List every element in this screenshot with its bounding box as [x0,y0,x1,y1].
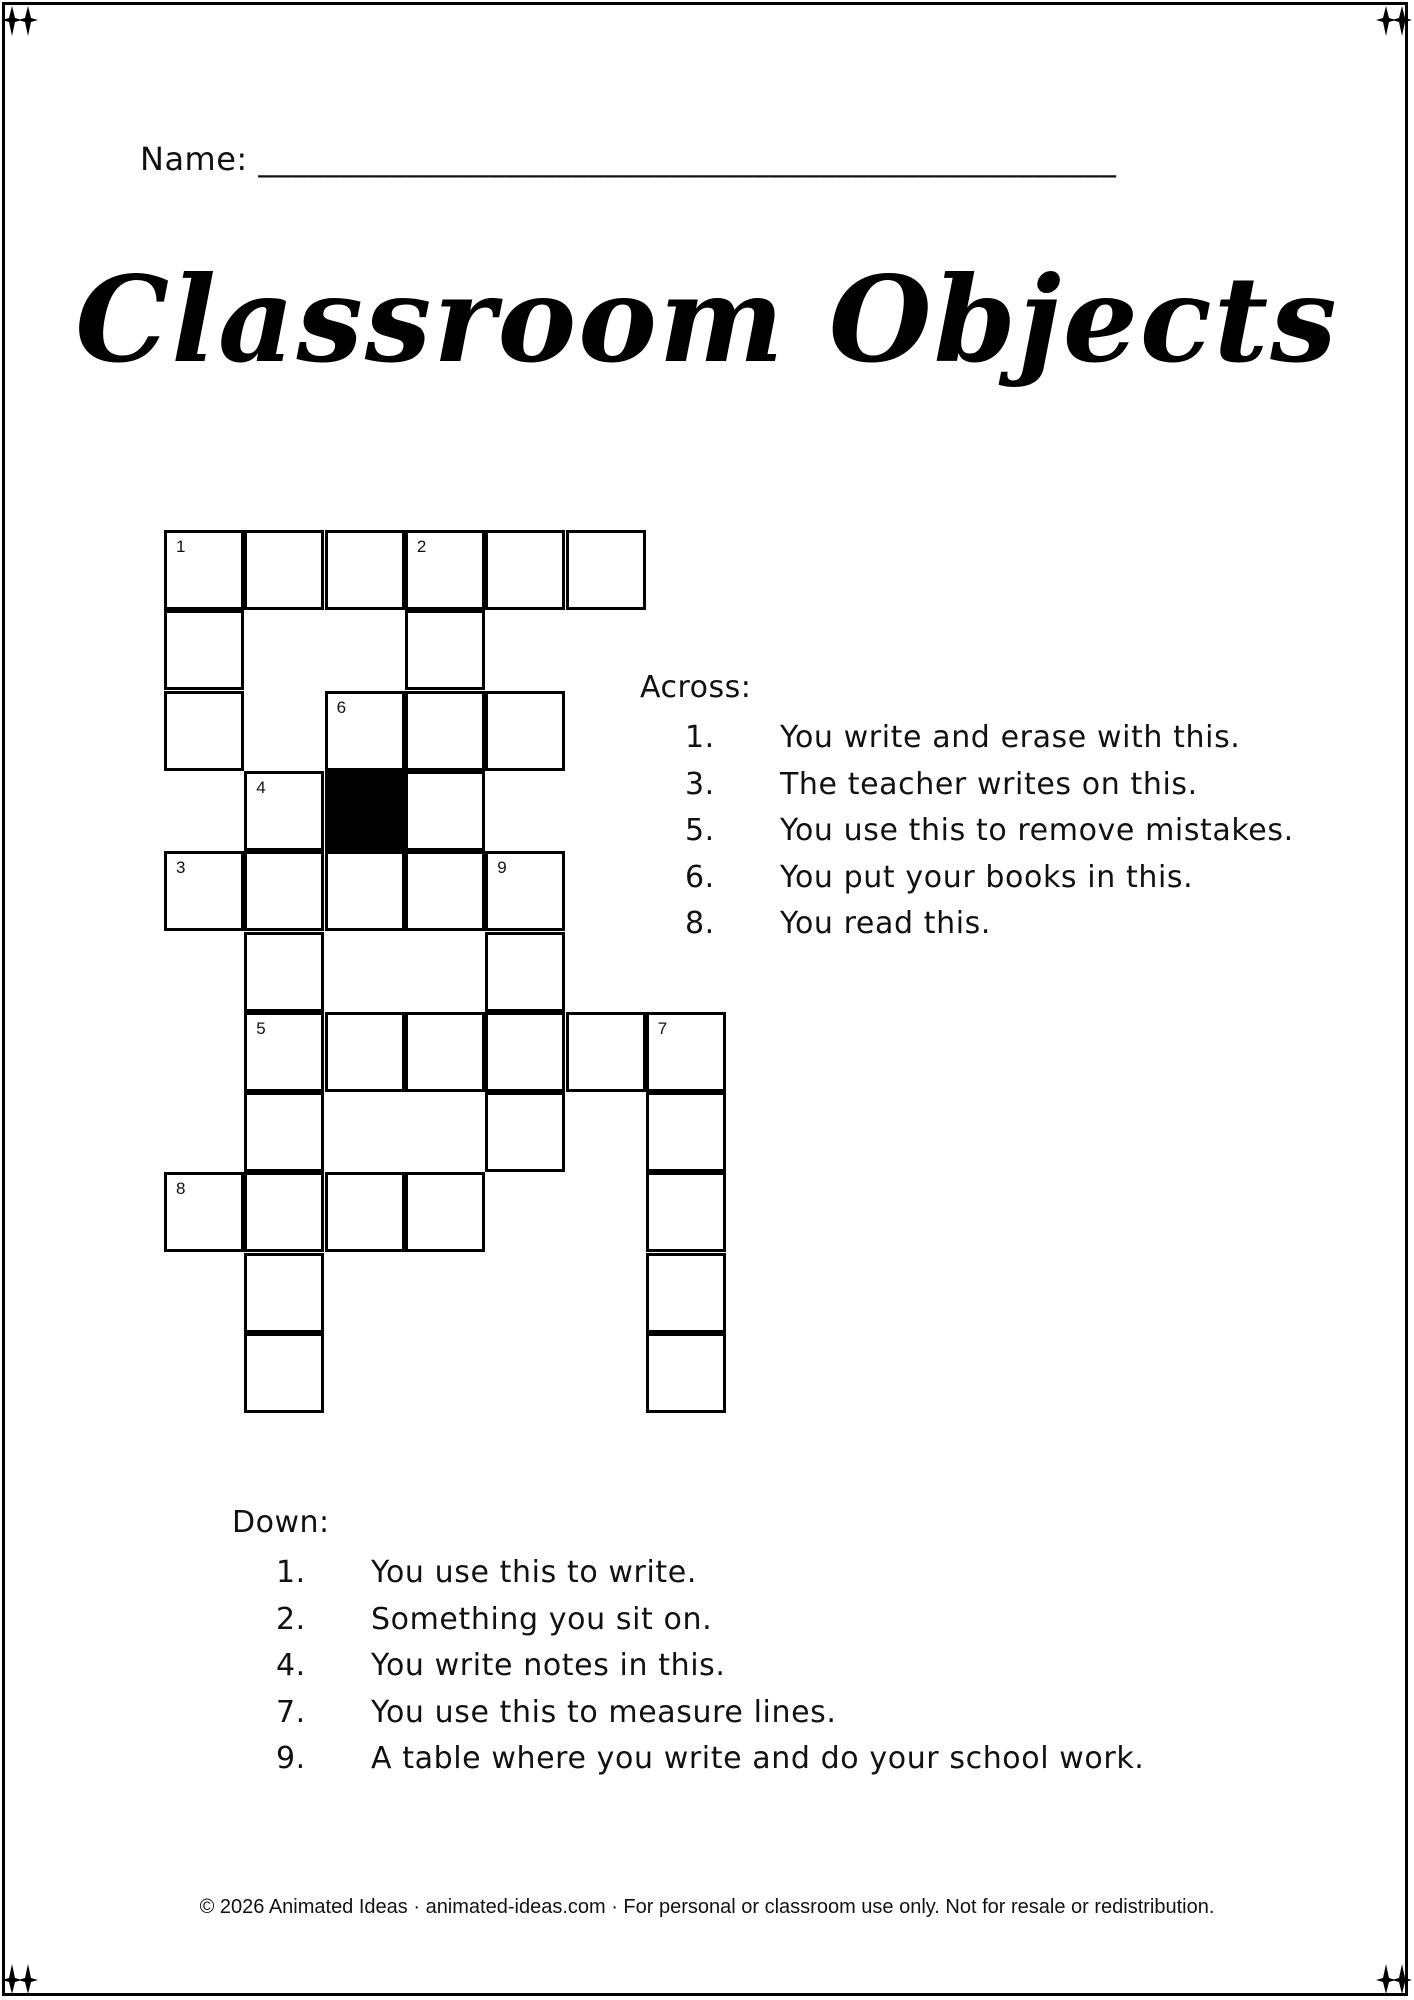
grid-cell[interactable] [566,530,646,610]
list-item [685,715,1294,762]
grid-cell[interactable] [405,691,485,771]
grid-cell[interactable] [244,851,324,931]
cell-number: 8 [176,1179,186,1199]
clue-text: Something you sit on. [371,1601,713,1637]
grid-cell[interactable] [405,1172,485,1252]
down-clue-list [276,1550,1144,1783]
black-cell [325,771,405,851]
clue-number: 6. [685,859,715,895]
grid-cell[interactable] [244,1253,324,1333]
clue-number: 9. [276,1741,306,1776]
clue-text: You put your books in this. [780,859,1194,895]
grid-cell[interactable] [164,691,244,771]
grid-cell[interactable] [244,530,324,610]
grid-cell[interactable] [405,851,485,931]
grid-cell[interactable] [485,530,565,610]
list-item [276,1690,1144,1737]
down-heading: Down: [232,1505,330,1540]
corner-star-icon [1372,2,1412,42]
clue-text: A table where you write and do your school work. [371,1741,1145,1776]
grid-cell[interactable] [646,1092,726,1172]
corner-star-icon [2,1958,42,1998]
across-heading: Across: [640,670,752,705]
grid-cell[interactable] [485,932,565,1012]
cell-number: 7 [657,1018,668,1038]
grid-cell[interactable] [325,1012,405,1092]
clue-text: The teacher writes on this. [780,766,1198,802]
copyright-footer: © 2026 Animated Ideas · animated-ideas.com · For personal or classroom use only. Not for resale or redistribution. [199,1896,1215,1918]
grid-cell[interactable] [164,1172,244,1252]
list-item [685,762,1294,809]
grid-cell[interactable] [244,932,324,1012]
cell-number: 3 [176,858,186,878]
grid-cell[interactable] [325,1172,405,1252]
grid-cell[interactable] [646,1012,726,1092]
name-field-label: Name: ____________________________________________________ [140,140,1117,178]
grid-cell[interactable] [646,1333,726,1413]
clue-number: 3. [685,766,715,802]
grid-cell[interactable] [325,851,405,931]
grid-cell[interactable] [405,771,485,851]
list-item [276,1597,1144,1644]
grid-cell[interactable] [325,691,405,771]
list-item [276,1736,1144,1783]
cell-number: 1 [176,537,186,556]
clue-text: You use this to remove mistakes. [780,813,1294,848]
list-item [685,808,1294,855]
clue-text: You read this. [780,906,992,941]
corner-star-icon [1372,1958,1412,1998]
list-item [685,855,1294,902]
grid-cell[interactable] [485,1092,565,1172]
list-item [276,1550,1144,1597]
grid-cell[interactable] [164,530,244,610]
cell-number: 6 [336,697,347,717]
grid-cell[interactable] [244,1092,324,1172]
clue-text: You write notes in this. [371,1648,726,1683]
grid-cell[interactable] [566,1012,646,1092]
cell-number: 9 [497,858,507,878]
cell-number: 4 [256,777,266,797]
clue-text: You use this to measure lines. [371,1694,837,1730]
grid-cell[interactable] [646,1172,726,1252]
grid-cell[interactable] [485,691,565,771]
corner-star-icon [2,2,42,42]
grid-cell[interactable] [485,1012,565,1092]
clue-number: 1. [276,1555,306,1590]
grid-cell[interactable] [325,530,405,610]
grid-cell[interactable] [164,851,244,931]
grid-cell[interactable] [244,1333,324,1413]
clue-number: 1. [685,720,715,755]
grid-cell[interactable] [244,1012,324,1092]
grid-cell[interactable] [244,771,324,851]
page-title: Classroom Objects [75,250,1339,389]
grid-cell[interactable] [244,1172,324,1252]
clue-number: 7. [276,1694,306,1730]
cell-number: 5 [256,1018,266,1038]
clue-text: You use this to write. [371,1555,697,1590]
grid-cell[interactable] [164,610,244,690]
grid-cell[interactable] [405,1012,485,1092]
across-clue-list [685,715,1294,948]
clue-number: 8. [685,906,715,941]
grid-cell[interactable] [646,1253,726,1333]
clue-text: You write and erase with this. [780,720,1241,755]
list-item [276,1643,1144,1690]
clue-number: 4. [276,1648,306,1683]
clue-number: 5. [685,813,715,848]
list-item [685,901,1294,948]
grid-cell[interactable] [485,851,565,931]
cell-number: 2 [416,537,427,556]
grid-cell[interactable] [405,610,485,690]
clue-number: 2. [276,1601,306,1637]
grid-cell[interactable] [405,530,485,610]
